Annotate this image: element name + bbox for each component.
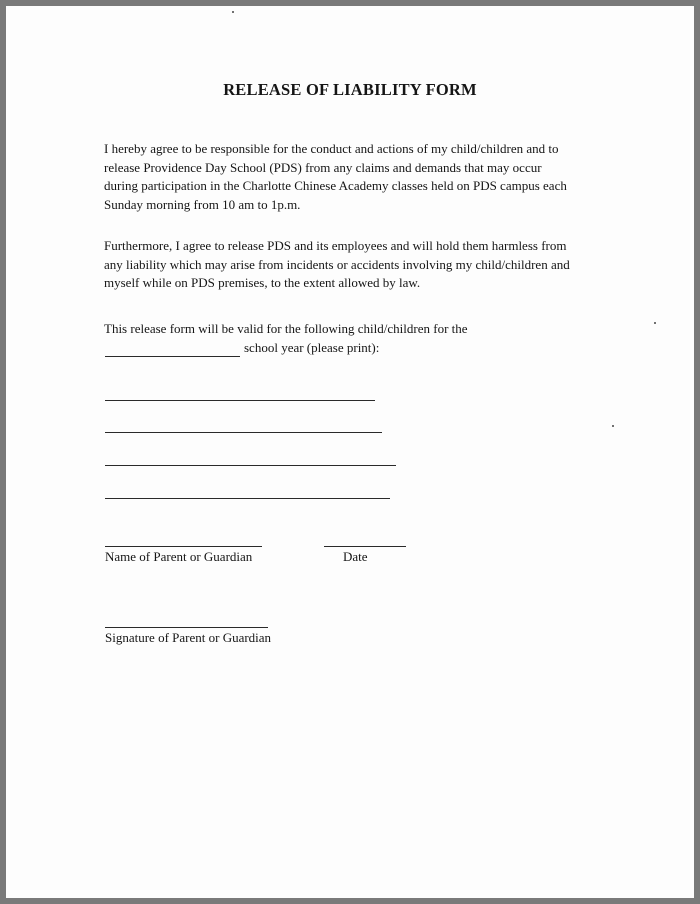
child-name-field-2[interactable] <box>105 432 382 433</box>
paragraph-line: This release form will be valid for the following child/children for the <box>104 321 468 336</box>
agreement-paragraph <box>104 140 604 214</box>
parent-name-field[interactable] <box>105 546 262 547</box>
paragraph-line: Furthermore, I agree to release PDS and its employees and will hold them harmless from <box>104 238 567 253</box>
child-name-field-4[interactable] <box>105 498 390 499</box>
child-name-field-1[interactable] <box>105 400 375 401</box>
paragraph-line: any liability which may arise from incidents or accidents involving my child/children and <box>104 256 570 272</box>
paragraph-line: myself while on PDS premises, to the extent allowed by law. <box>104 275 421 290</box>
scan-speck <box>654 322 656 324</box>
release-paragraph <box>104 237 604 293</box>
paragraph-line: release Providence Day School (PDS) from any claims and demands that may occur <box>104 159 542 175</box>
child-name-field-3[interactable] <box>105 465 396 466</box>
school-year-field[interactable] <box>105 356 240 357</box>
parent-name-label: Name of Parent or Guardian <box>105 549 253 564</box>
validity-paragraph <box>104 320 604 339</box>
scan-speck <box>612 425 614 427</box>
school-year-label: school year (please print): <box>244 340 380 355</box>
signature-label: Signature of Parent or Guardian <box>105 630 272 645</box>
paragraph-line: Sunday morning from 10 am to 1p.m. <box>104 196 301 212</box>
signature-field[interactable] <box>105 627 268 628</box>
scan-speck <box>232 11 234 13</box>
paragraph-line: I hereby agree to be responsible for the conduct and actions of my child/children and to <box>104 141 559 156</box>
date-label: Date <box>343 549 368 564</box>
form-title: RELEASE OF LIABILITY FORM <box>223 80 477 99</box>
form-page <box>6 6 694 898</box>
date-field[interactable] <box>324 546 406 547</box>
paragraph-line: during participation in the Charlotte Chinese Academy classes held on PDS campus each <box>104 178 567 193</box>
